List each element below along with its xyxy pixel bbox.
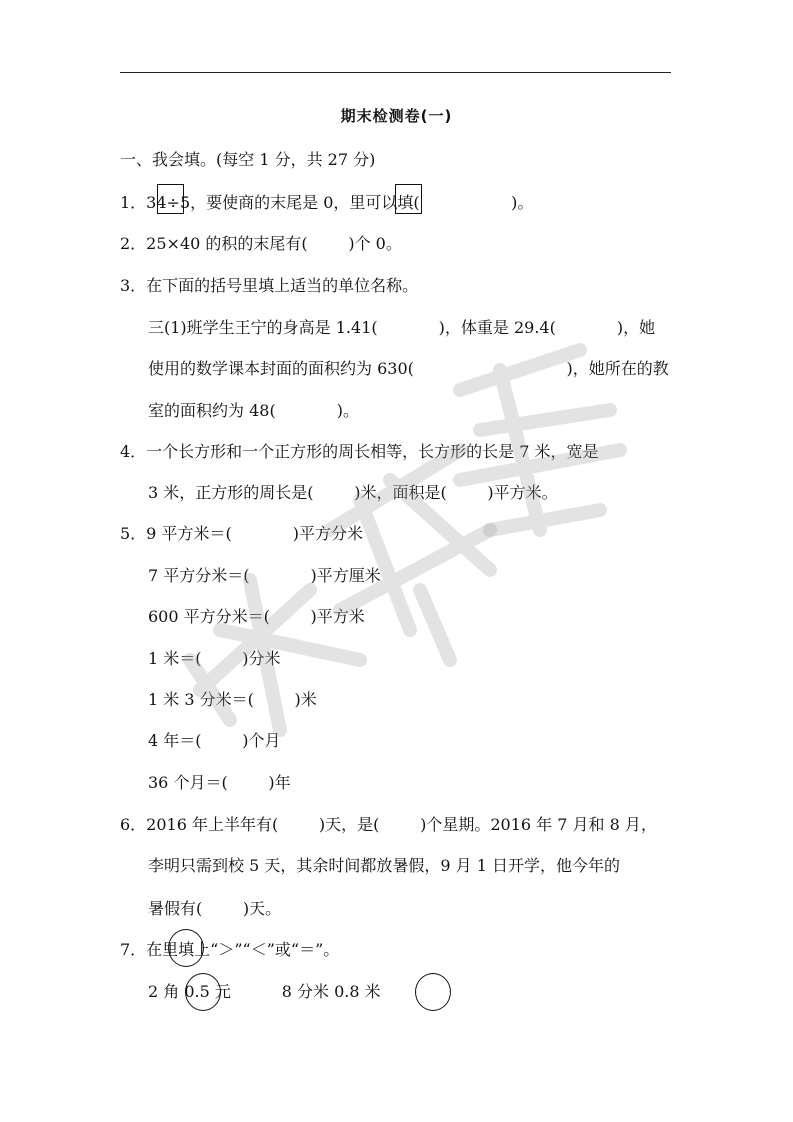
question-1: 1．34÷5，要使商的末尾是 0，里可以填( )。 (120, 193, 534, 212)
question-5-item: 1 米 3 分米＝( )米 (148, 690, 317, 709)
question-2: 2．25×40 的积的末尾有( )个 0。 (120, 234, 402, 253)
watermark (160, 330, 640, 750)
question-3-title: 3．在下面的括号里填上适当的单位名称。 (120, 276, 419, 295)
question-7-title: 7．在里填上“＞”“＜”或“＝”。 (120, 940, 340, 959)
question-6-line-1: 6．2016 年上半年有( )天，是( )个星期。2016 年 7 月和 8 月， (120, 815, 657, 834)
answer-box (157, 184, 184, 214)
question-5-item: 36 个月＝( )年 (148, 773, 291, 792)
question-3-line-3: 室的面积约为 48( )。 (148, 401, 359, 420)
question-4-line-1: 4．一个长方形和一个正方形的周长相等，长方形的长是 7 米，宽是 (120, 442, 599, 461)
answer-circle (185, 973, 221, 1011)
question-3-line-2: 使用的数学课本封面的面积约为 630( )，她所在的教 (148, 359, 669, 378)
section-heading: 一、我会填。(每空 1 分，共 27 分) (120, 150, 376, 169)
answer-box (395, 184, 422, 214)
question-5-item: 4 年＝( )个月 (148, 731, 281, 750)
answer-circle (415, 973, 451, 1011)
top-rule (120, 72, 671, 73)
question-5-item: 5．9 平方米＝( )平方分米 (120, 524, 363, 543)
question-5-item: 1 米＝( )分米 (148, 649, 281, 668)
answer-circle (168, 929, 204, 967)
question-5-item: 7 平方分米＝( )平方厘米 (148, 566, 381, 585)
question-6-line-3: 暑假有( )天。 (148, 899, 282, 918)
question-7-items: 2 角 0.5 元 8 分米 0.8 米 (148, 982, 381, 1001)
question-4-line-2: 3 米，正方形的周长是( )米，面积是( )平方米。 (148, 483, 558, 502)
question-6-line-2: 李明只需到校 5 天，其余时间都放暑假，9 月 1 日开学，他今年的 (148, 856, 620, 875)
question-5-item: 600 平方分米＝( )平方米 (148, 607, 365, 626)
question-3-line-1: 三(1)班学生王宁的身高是 1.41( )，体重是 29.4( )，她 (148, 318, 656, 337)
page-title: 期末检测卷(一) (340, 107, 453, 125)
